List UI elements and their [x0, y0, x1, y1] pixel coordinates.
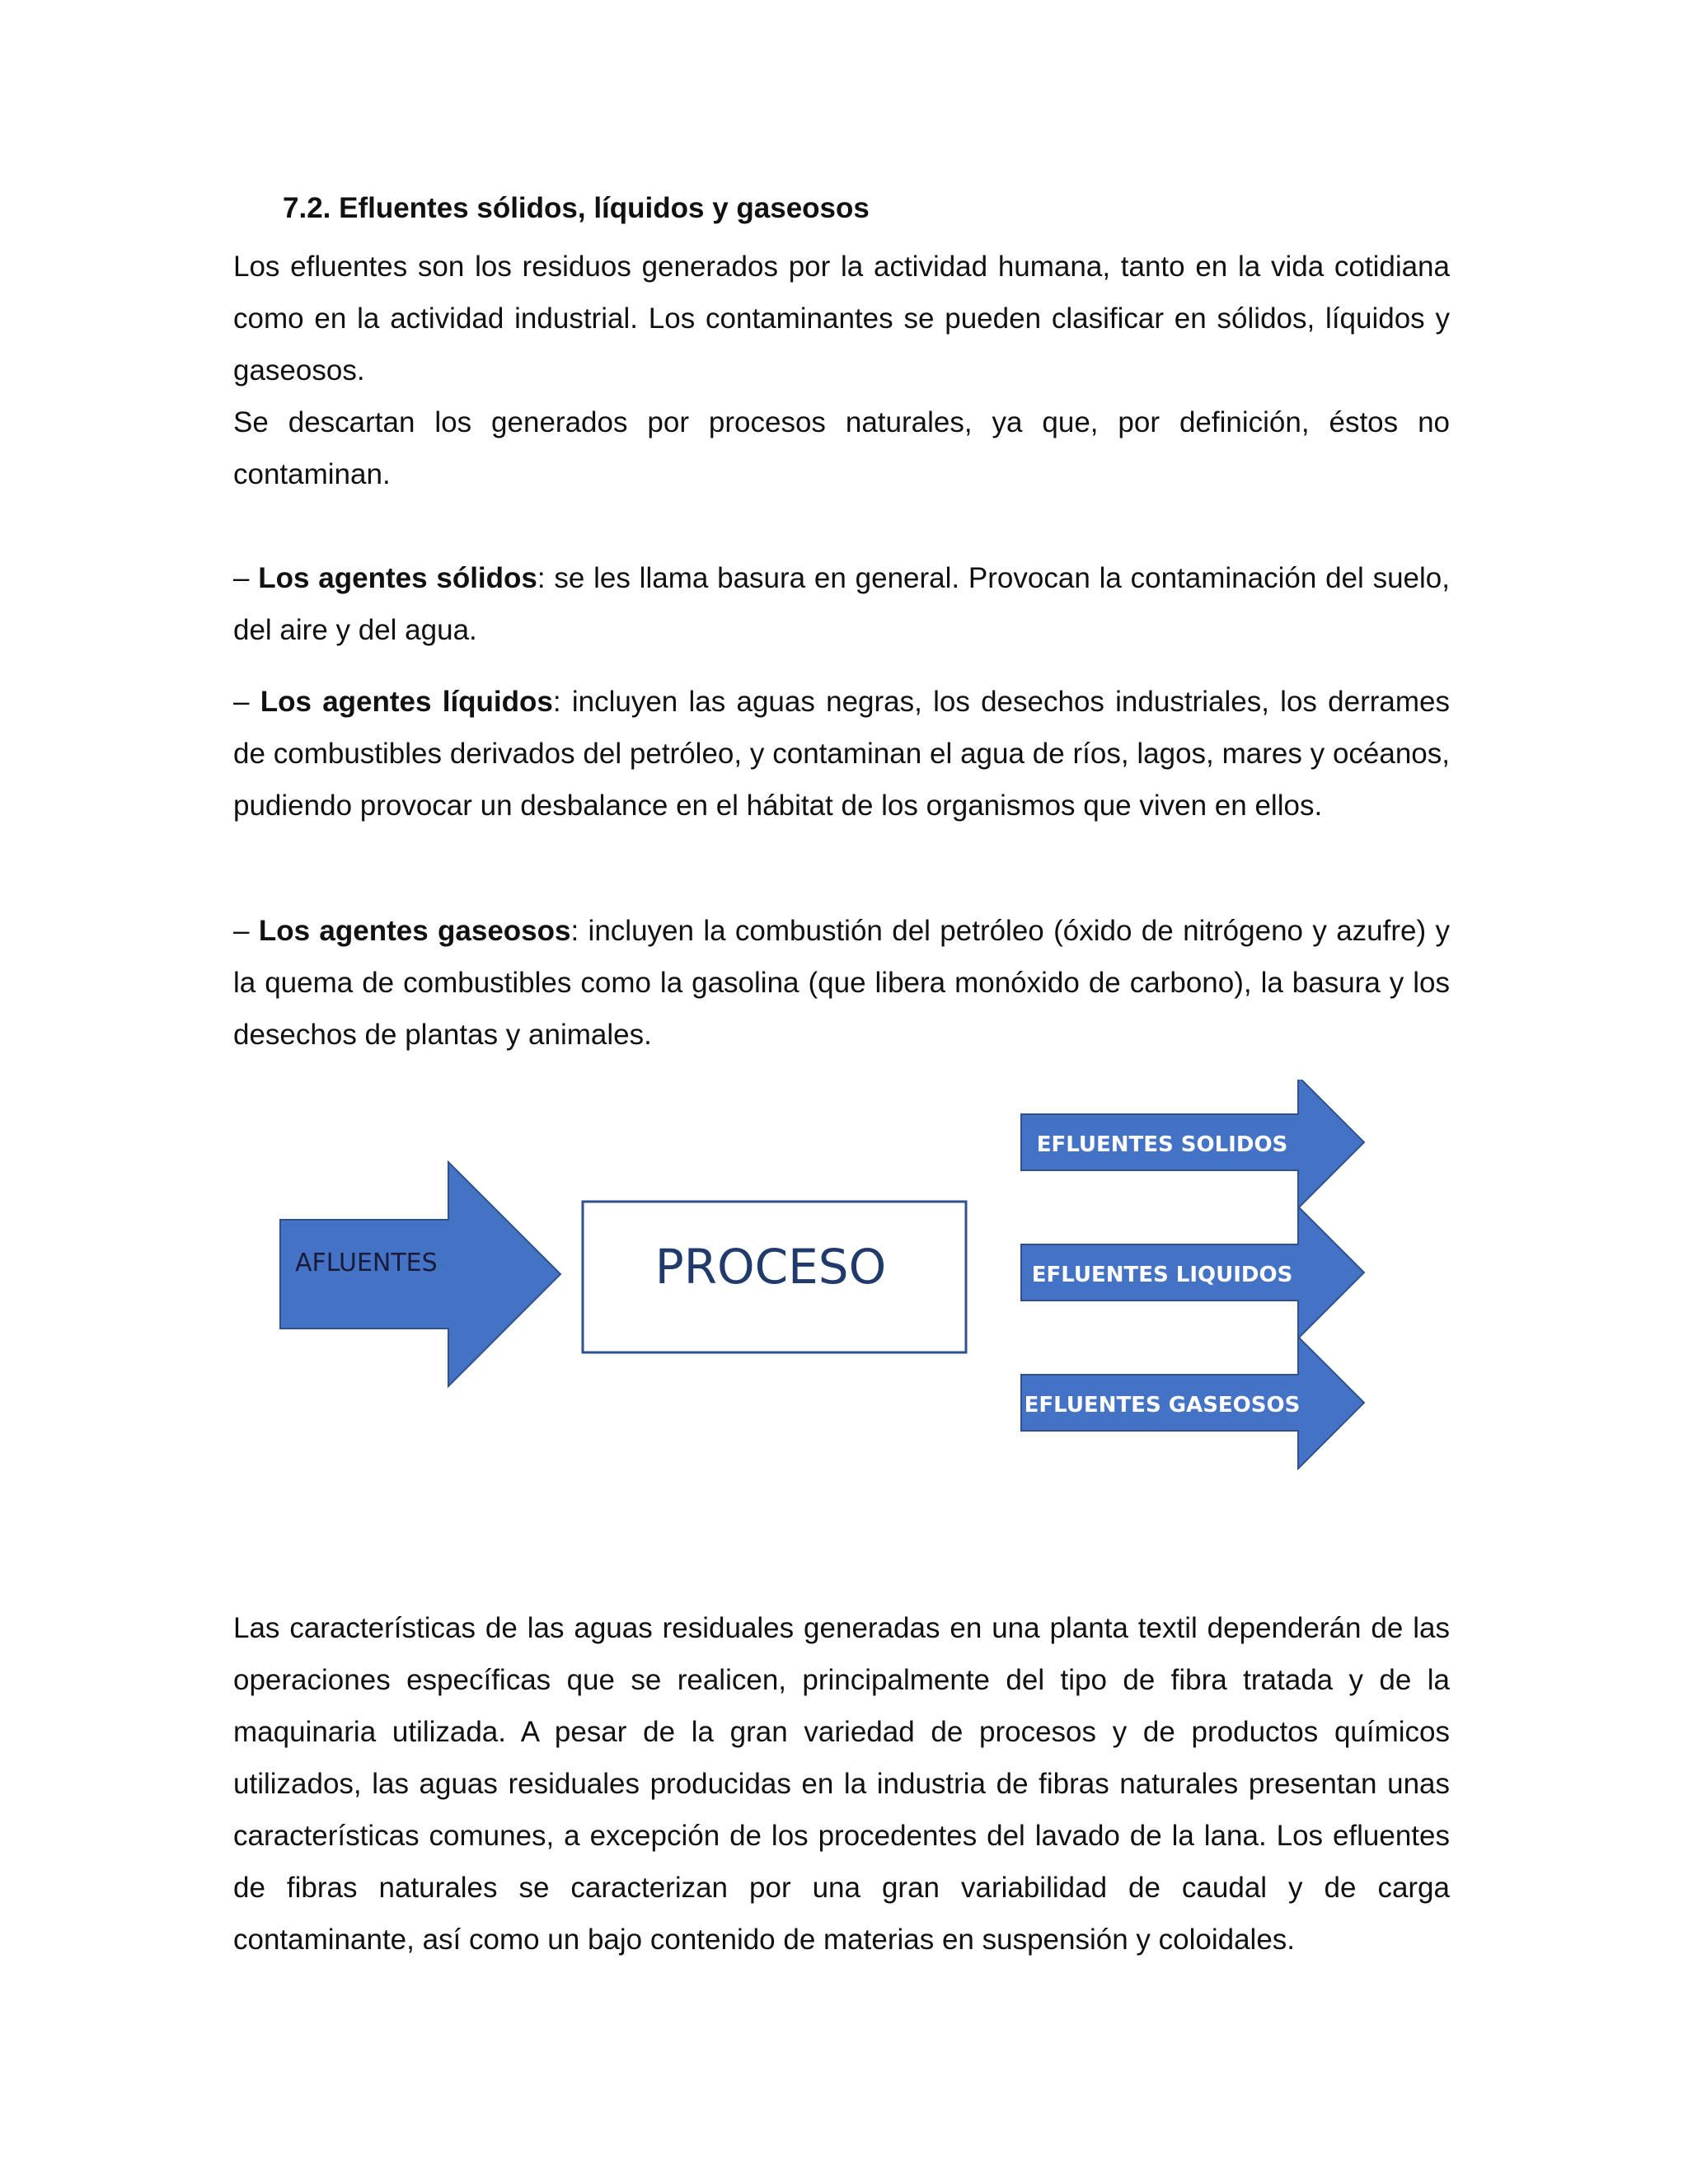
liquid-dash: –: [233, 686, 260, 718]
intro-paragraphs: [233, 241, 1450, 500]
liquid-agents-term: Los agentes líquidos: [260, 686, 553, 718]
solid-agents-term: Los agentes sólidos: [258, 562, 537, 594]
intro-paragraph-1: Los efluentes son los residuos generados por la actividad humana, tanto en la vida cotidiana como en la actividad industrial. Los contaminantes se pueden clasificar en sólidos, líquidos y gaseosos.: [233, 251, 1450, 387]
proceso-label: PROCESO: [654, 1239, 887, 1295]
efluentes-solidos-label: EFLUENTES SOLIDOS: [1036, 1132, 1288, 1157]
gas-agents-text: : incluyen la combustión del petróleo (óxido de nitrógeno y azufre) y la quema de combustibles como la gasolina (que libera monóxido de carbono), la basura y los desechos de plantas y animales.: [233, 915, 1450, 1051]
intro-paragraph-2: Se descartan los generados por procesos naturales, ya que, por definición, éstos no contaminan.: [233, 406, 1450, 490]
liquid-agents-paragraph: [233, 676, 1450, 832]
closing-paragraph: [233, 1602, 1450, 1966]
liquid-agents-text: : incluyen las aguas negras, los desechos industriales, los derrames de combustibles derivados del petróleo, y contaminan el agua de ríos, lagos, mares y océanos, pudiendo provocar un desbalance en el hábitat de los organismos que viven en ellos.: [233, 686, 1450, 822]
closing-paragraph-text: Las características de las aguas residuales generadas en una planta textil dependerán de las operaciones específicas que se realicen, principalmente del tipo de fibra tratada y de la maquinaria utilizada. A pesar de la gran variedad de procesos y de productos químicos utilizados, las aguas residuales producidas en la industria de fibras naturales presentan unas características comunes, a excepción de los procedentes del lavado de la lana. Los efluentes de fibras naturales se caracterizan por una gran variabilidad de caudal y de carga contaminante, así como un bajo contenido de materias en suspensión y coloidales.: [233, 1612, 1450, 1956]
section-heading: 7.2. Efluentes sólidos, líquidos y gaseosos: [283, 192, 870, 224]
gas-agents-term: Los agentes gaseosos: [258, 915, 571, 947]
gas-dash: –: [233, 915, 259, 947]
efluentes-gaseosos-label: EFLUENTES GASEOSOS: [1024, 1393, 1301, 1418]
solid-dash: –: [233, 562, 259, 594]
solid-agents-text: : se les llama basura en general. Provocan la contaminación del suelo, del aire y del agua.: [233, 562, 1450, 646]
process-diagram: [272, 1080, 1393, 1492]
gas-agents-paragraph: [233, 905, 1450, 1061]
afluentes-label: AFLUENTES: [295, 1249, 438, 1277]
solid-agents-paragraph: [233, 552, 1450, 656]
efluentes-liquidos-label: EFLUENTES LIQUIDOS: [1031, 1263, 1293, 1287]
